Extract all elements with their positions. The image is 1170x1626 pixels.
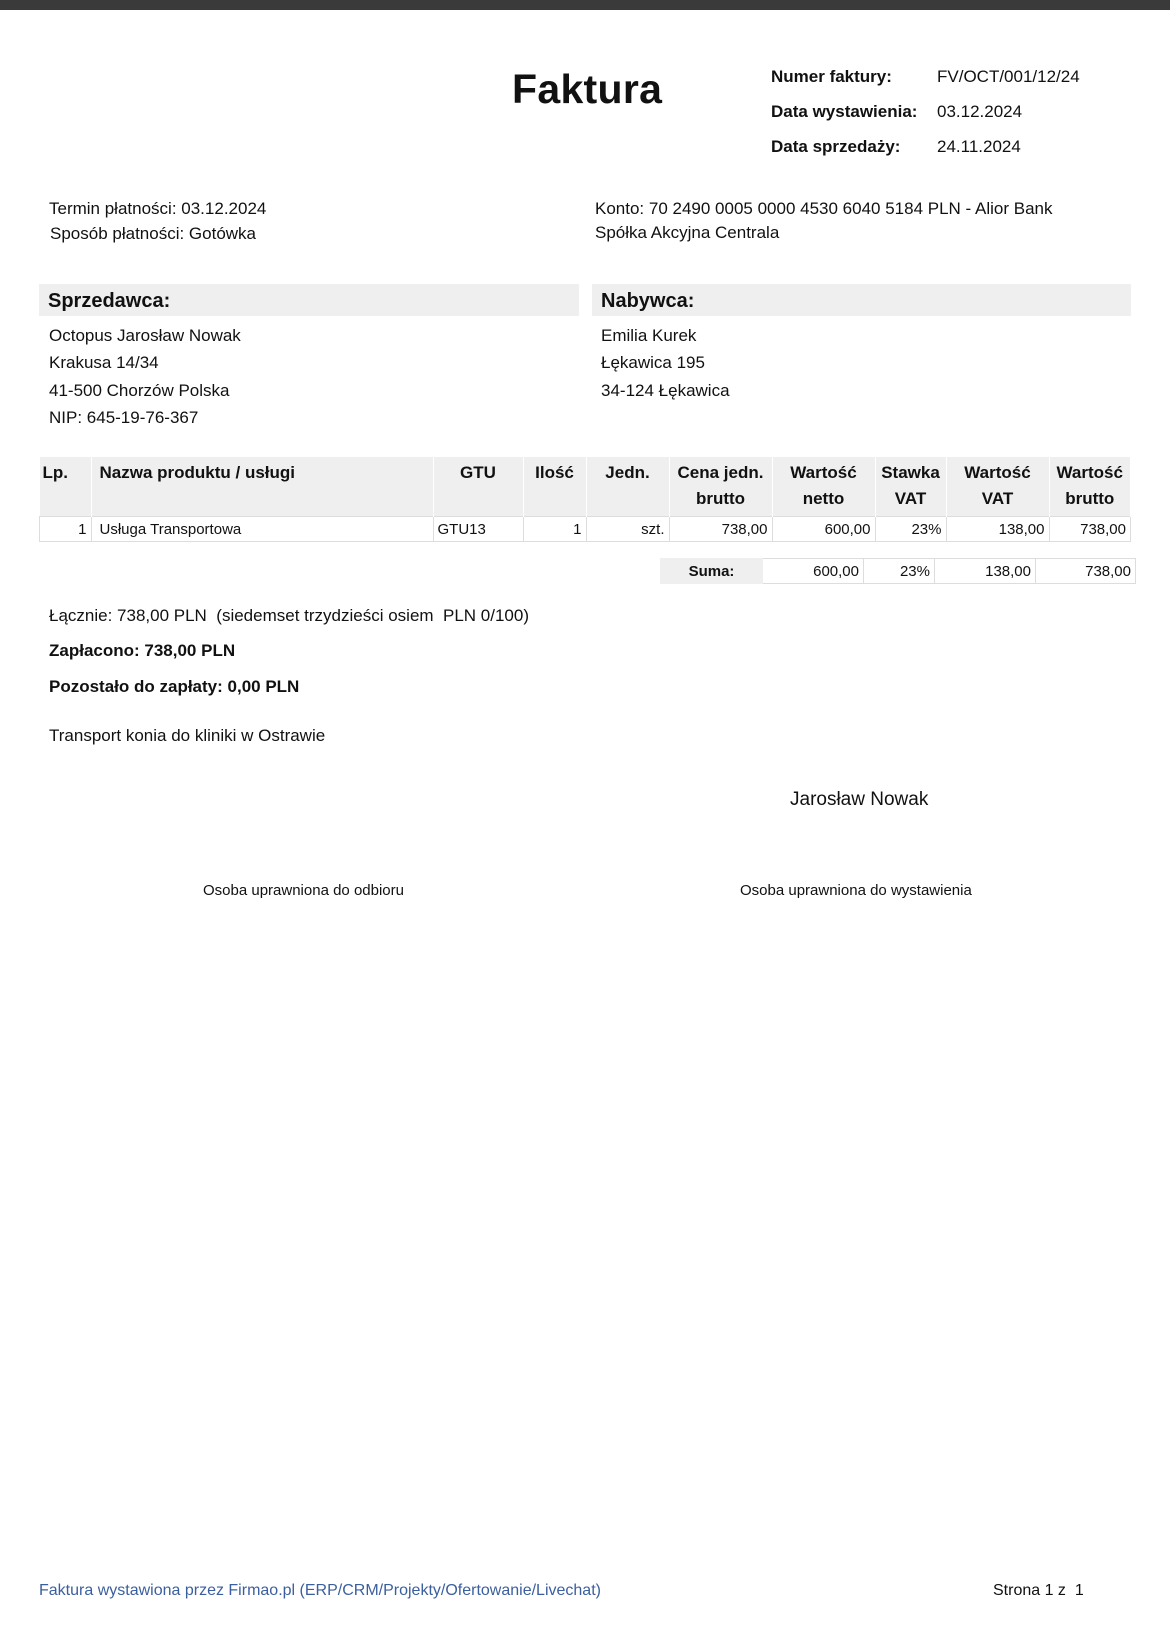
cell-net: 600,00 <box>772 517 875 542</box>
col-price <box>669 457 772 517</box>
sum-row <box>661 559 1136 584</box>
seller-street: Krakusa 14/34 <box>49 353 159 372</box>
seller-nip: NIP: 645-19-76-367 <box>49 408 199 427</box>
sale-date-value: 24.11.2024 <box>937 137 1021 156</box>
col-vat-rate <box>875 457 946 517</box>
cell-gross: 738,00 <box>1049 517 1131 542</box>
invoice-title: Faktura <box>512 66 663 112</box>
col-lp: Lp. <box>40 457 92 517</box>
payment-method: Sposób płatności: Gotówka <box>50 224 257 243</box>
buyer-street: Łękawica 195 <box>601 353 705 372</box>
sum-gross: 738,00 <box>1036 559 1136 584</box>
cell-gtu: GTU13 <box>433 517 523 542</box>
remaining-amount: Pozostało do zapłaty: 0,00 PLN <box>49 677 300 696</box>
col-net-line1: Wartość <box>790 463 857 482</box>
col-gross-line2: brutto <box>1065 489 1115 508</box>
col-vat-value-line2: VAT <box>981 489 1014 508</box>
cell-qty: 1 <box>523 517 586 542</box>
col-price-line2: brutto <box>695 489 746 508</box>
bank-account-line2: Spółka Akcyjna Centrala <box>595 223 780 242</box>
sum-net: 600,00 <box>763 559 864 584</box>
invoice-note: Transport konia do kliniki w Ostrawie <box>49 726 326 745</box>
sum-vat-rate: 23% <box>864 559 935 584</box>
col-vat-rate-line2: VAT <box>894 489 927 508</box>
invoice-number-label: Numer faktury: <box>771 67 892 86</box>
sale-date-label: Data sprzedaży: <box>771 137 901 156</box>
issuer-signature-name: Jarosław Nowak <box>790 789 929 810</box>
payment-due: Termin płatności: 03.12.2024 <box>49 199 267 218</box>
col-net <box>772 457 875 517</box>
issue-date-label: Data wystawienia: <box>771 102 918 121</box>
seller-city: 41-500 Chorzów Polska <box>49 381 230 400</box>
seller-name: Octopus Jarosław Nowak <box>49 326 241 345</box>
sum-vat-value: 138,00 <box>935 559 1036 584</box>
col-vat-value <box>946 457 1049 517</box>
receiver-signature-label: Osoba uprawniona do odbioru <box>203 882 404 899</box>
top-bar <box>0 0 1170 10</box>
col-net-line2: netto <box>802 489 845 508</box>
items-header-row <box>40 457 1131 517</box>
col-gross-line1: Wartość <box>1056 463 1123 482</box>
cell-lp: 1 <box>40 517 92 542</box>
cell-vat-rate: 23% <box>875 517 946 542</box>
footer-page-number: Strona 1 z 1 <box>993 1582 1084 1599</box>
col-name: Nazwa produktu / usługi <box>91 457 433 517</box>
col-vat-rate-line1: Stawka <box>881 463 940 482</box>
cell-price: 738,00 <box>669 517 772 542</box>
col-vat-value-line1: Wartość <box>964 463 1031 482</box>
buyer-heading: Nabywca: <box>592 284 1131 316</box>
cell-vat-value: 138,00 <box>946 517 1049 542</box>
col-unit: Jedn. <box>586 457 669 517</box>
total-amount: Łącznie: 738,00 PLN (siedemset trzydzieści osiem PLN 0/100) <box>49 606 530 625</box>
invoice-number-value: FV/OCT/001/12/24 <box>937 67 1080 86</box>
sum-table <box>660 558 1136 584</box>
col-qty: Ilość <box>523 457 586 517</box>
col-price-line1: Cena jedn. <box>677 463 764 482</box>
col-gross <box>1049 457 1131 517</box>
items-table <box>39 457 1131 542</box>
buyer-name: Emilia Kurek <box>601 326 697 345</box>
buyer-city: 34-124 Łękawica <box>601 381 730 400</box>
sum-label: Suma: <box>661 559 763 584</box>
issuer-signature-label: Osoba uprawniona do wystawienia <box>740 882 972 899</box>
table-row <box>40 517 1131 542</box>
cell-unit: szt. <box>586 517 669 542</box>
col-gtu: GTU <box>433 457 523 517</box>
paid-amount: Zapłacono: 738,00 PLN <box>49 641 236 660</box>
footer-generator-link[interactable]: Faktura wystawiona przez Firmao.pl (ERP/CRM/Projekty/Ofertowanie/Livechat) <box>39 1582 601 1599</box>
bank-account-line1: Konto: 70 2490 0005 0000 4530 6040 5184 PLN - Alior Bank <box>595 199 1053 218</box>
issue-date-value: 03.12.2024 <box>937 102 1023 121</box>
seller-heading: Sprzedawca: <box>39 284 579 316</box>
cell-name: Usługa Transportowa <box>91 517 433 542</box>
